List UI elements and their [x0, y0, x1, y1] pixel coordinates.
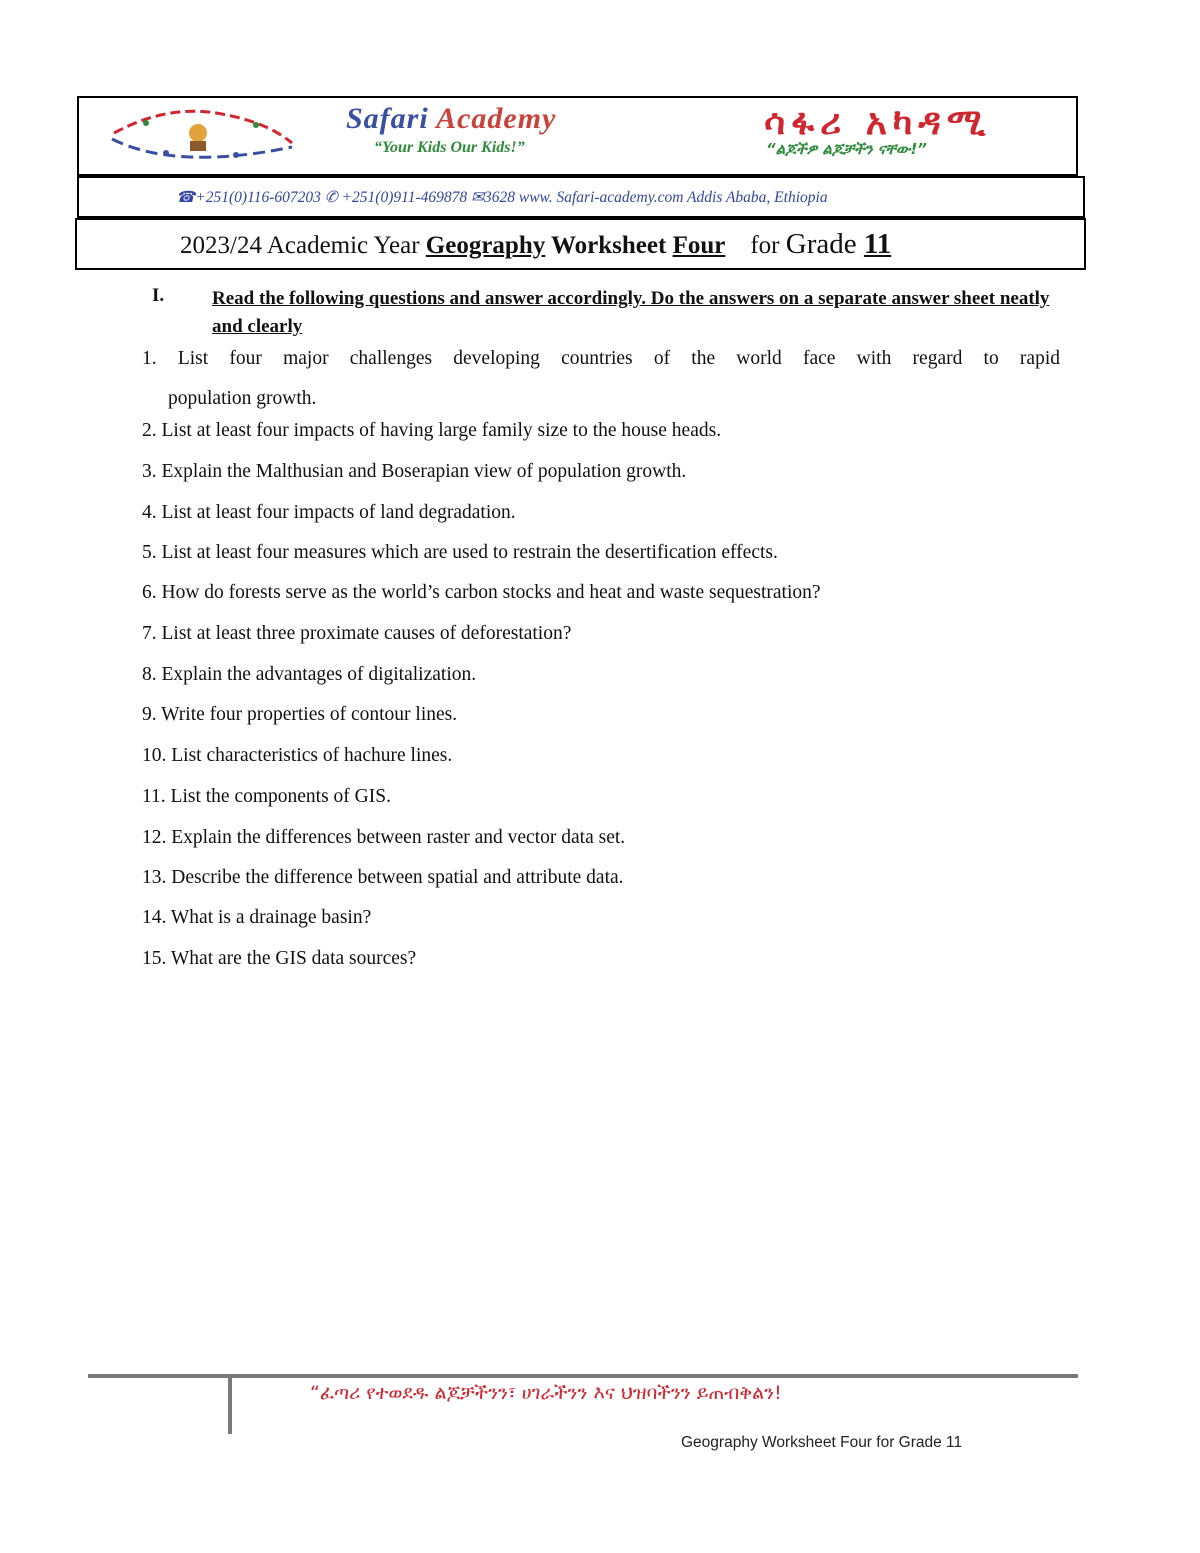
- safari-academy-logo: [106, 103, 298, 167]
- question-item: [142, 339, 1060, 419]
- question-text: Describe the difference between spatial and attribute data.: [171, 867, 624, 888]
- brand-name-amharic: ሳፋሪ አካዳሚ: [764, 102, 992, 143]
- question-number: 13.: [142, 867, 167, 888]
- title-worksheet-word: Worksheet: [545, 232, 673, 259]
- question-item: [142, 542, 778, 564]
- question-text: List the components of GIS.: [170, 786, 391, 807]
- question-item: [142, 948, 416, 970]
- question-text: List at least four impacts of having large family size to the house heads.: [161, 420, 722, 441]
- question-number: 9.: [142, 704, 157, 725]
- question-text-continued: population growth.: [168, 388, 317, 409]
- question-item: [142, 745, 452, 767]
- question-item: [142, 582, 821, 604]
- question-number: 14.: [142, 907, 167, 928]
- footer-vertical-bar: [228, 1378, 232, 1434]
- title-grade-word: Grade: [785, 228, 864, 260]
- title-for: for: [750, 232, 786, 259]
- question-text: List at least four impacts of land degradation.: [161, 502, 516, 523]
- tagline-english: “Your Kids Our Kids!”: [374, 139, 525, 156]
- title-prefix: 2023/24 Academic Year: [180, 232, 426, 259]
- worksheet-title: [180, 228, 891, 261]
- title-subject: Geography: [425, 232, 546, 259]
- title-number: Four: [672, 232, 726, 259]
- question-number: 4.: [142, 502, 157, 523]
- question-text: Explain the advantages of digitalization.: [161, 664, 477, 685]
- question-item: [142, 420, 721, 442]
- question-text: How do forests serve as the world’s carbon stocks and heat and waste sequestration?: [161, 582, 821, 603]
- question-text: Explain the Malthusian and Boserapian view of population growth.: [161, 461, 687, 482]
- question-text: Explain the differences between raster and vector data set.: [171, 827, 626, 848]
- question-text: What are the GIS data sources?: [170, 948, 417, 969]
- tagline-amharic: “ልጆችዎ ልጆቻችን ናቸው!”: [766, 140, 927, 158]
- question-number: 6.: [142, 582, 157, 603]
- question-item: [142, 867, 624, 889]
- title-grade: 11: [863, 228, 892, 260]
- question-number: 5.: [142, 542, 157, 563]
- question-text: List at least four measures which are used to restrain the desertification effects.: [161, 542, 778, 563]
- contact-info: ☎+251(0)116-607203 ✆ +251(0)911-469878 ✉3628 www. Safari-academy.com Addis Ababa, Ethiopia: [176, 189, 828, 206]
- question-number: 7.: [142, 623, 157, 644]
- question-item: [142, 461, 686, 483]
- question-number: 8.: [142, 664, 157, 685]
- section-instruction: Read the following questions and answer accordingly. Do the answers on a separate answer sheet neatly and clearly: [212, 288, 1050, 337]
- question-text: List at least three proximate causes of deforestation?: [161, 623, 572, 644]
- question-item: [142, 786, 391, 808]
- question-number: 15.: [142, 948, 167, 969]
- brand-name-english: Safari Academy: [346, 102, 557, 135]
- question-number: 3.: [142, 461, 157, 482]
- question-item: [142, 664, 476, 686]
- question-text: List characteristics of hachure lines.: [171, 745, 453, 766]
- question-item: [142, 907, 371, 929]
- question-number: 1.: [142, 348, 157, 369]
- question-number: 2.: [142, 420, 157, 441]
- question-number: 10.: [142, 745, 167, 766]
- question-number: 11.: [142, 786, 166, 807]
- footer-divider: [88, 1374, 1078, 1378]
- question-number: 12.: [142, 827, 167, 848]
- question-item: [142, 704, 457, 726]
- question-item: [142, 623, 571, 645]
- question-text: Write four properties of contour lines.: [161, 704, 458, 725]
- question-text: List four major challenges developing countries of the world face with regard to rapid: [177, 348, 1060, 369]
- question-text: What is a drainage basin?: [170, 907, 372, 928]
- question-item: [142, 502, 516, 524]
- section-number: I.: [152, 285, 165, 306]
- question-item: [142, 827, 625, 849]
- footer-page-label: Geography Worksheet Four for Grade 11: [681, 1434, 963, 1451]
- footer-motto-amharic: “ፈጣሪ የተወደዱ ልጆቻችንን፣ ሀገራችንን እና ህዝባችንን ይጠብቅልን!: [310, 1382, 782, 1404]
